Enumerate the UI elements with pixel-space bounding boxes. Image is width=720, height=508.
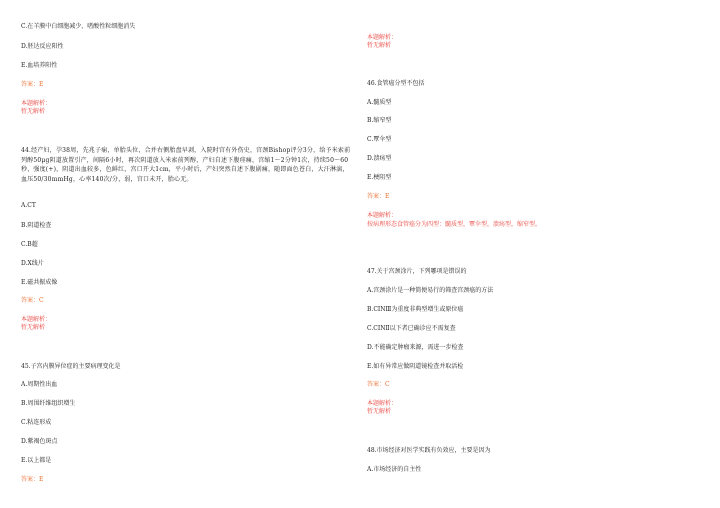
q43-option-c: C.在羊膜中白细胞减少、嗜酸性粒细胞消失 [21, 23, 136, 30]
q46-option-a: A.髓质型 [367, 99, 392, 106]
q44-option-e: E.磁共振成像 [21, 279, 58, 286]
q44-option-d: D.X线片 [21, 260, 44, 267]
q45-analysis-body: 暂无解析 [367, 42, 392, 49]
q45-answer: 答案：E [21, 476, 44, 483]
q47-analysis-body: 暂无解析 [367, 408, 392, 415]
q47-analysis-title: 本题解析： [367, 400, 398, 407]
q46-option-b: B.缩窄型 [367, 117, 392, 124]
q45-option-e: E.以上都是 [21, 457, 52, 464]
q46-option-e: E.梗阻型 [367, 174, 392, 181]
q44-option-c: C.B超 [21, 241, 38, 248]
q45-analysis-title: 本题解析： [367, 34, 398, 41]
q47-option-a: A.宫颈涂片是一种简便易行的筛查宫颈癌的方法 [367, 287, 494, 294]
q43-option-e: E.血培养阳性 [21, 62, 58, 69]
q47-option-e: E.如有异常应做阴道镜检查并取活检 [367, 363, 464, 370]
q48-stem: 48.市场经济对医学实践有负效应，主要是因为 [367, 447, 491, 454]
q47-option-c: C.CINⅡ以下者已确诊应不需复查 [367, 325, 456, 332]
q44-option-b: B.阴道检查 [21, 222, 52, 229]
q47-option-b: B.CINⅢ为重度非典型增生或原位癌 [367, 306, 464, 313]
q46-option-d: D.溃疡型 [367, 155, 392, 162]
q46-option-c: C.覃伞型 [367, 136, 392, 143]
q44-option-a: A.CT [21, 202, 36, 209]
q43-analysis-title: 本题解析： [21, 100, 52, 107]
q44-analysis-title: 本题解析： [21, 316, 52, 323]
q45-stem: 45.子宫内膜异位症的主要病理变化是 [21, 363, 121, 370]
q47-option-d: D.不能确定肿瘤来源，需进一步检查 [367, 344, 464, 351]
q44-answer: 答案：C [21, 297, 44, 304]
q44-stem: 44.经产妇，孕38周，先兆子痫，单胎头位，合并右侧胎盘早剥，入院时宫有外伤史，宫颈Bishop评分3分，给予米索前列醇50μg阴道放置引产，间隔6小时，再次阴道放入米索前列醇，产妇自述下腹痉痛，宫缩1～2分钟1次，持续50～60秒，强度(+)，阴道出血较多，色鲜红，宫口开大1cm，平小时后，产妇突然自述下腹剧痛，随即面色苍白，大汗淋漓，血压50/30mmHg，心率140次/分，弱，宫口未开，胎心无。 [21, 147, 351, 183]
q43-answer: 答案：E [21, 81, 44, 88]
q46-stem: 46.食管癌分型不包括 [367, 80, 425, 87]
q47-answer: 答案：C [367, 381, 390, 388]
q46-analysis-title: 本题解析： [367, 212, 398, 219]
q45-option-a: A.周期性出血 [21, 381, 58, 388]
q45-option-c: C.粘连形成 [21, 419, 52, 426]
q45-option-b: B.周围纤维组织增生 [21, 400, 76, 407]
q47-stem: 47.关于宫颈涂片，下列哪项是错误的 [367, 268, 467, 275]
q43-analysis-body: 暂无解析 [21, 108, 46, 115]
q46-analysis-body: 按病理形态食管癌分为四型：髓质型，覃伞型，溃疡型，缩窄型。 [367, 221, 542, 228]
q44-analysis-body: 暂无解析 [21, 324, 46, 331]
q48-option-a: A.市场经济的自主性 [367, 466, 422, 473]
q46-answer: 答案：E [367, 193, 390, 200]
q43-option-d: D.胚达反应阳性 [21, 43, 64, 50]
q45-option-d: D.紫褐色斑点 [21, 438, 58, 445]
